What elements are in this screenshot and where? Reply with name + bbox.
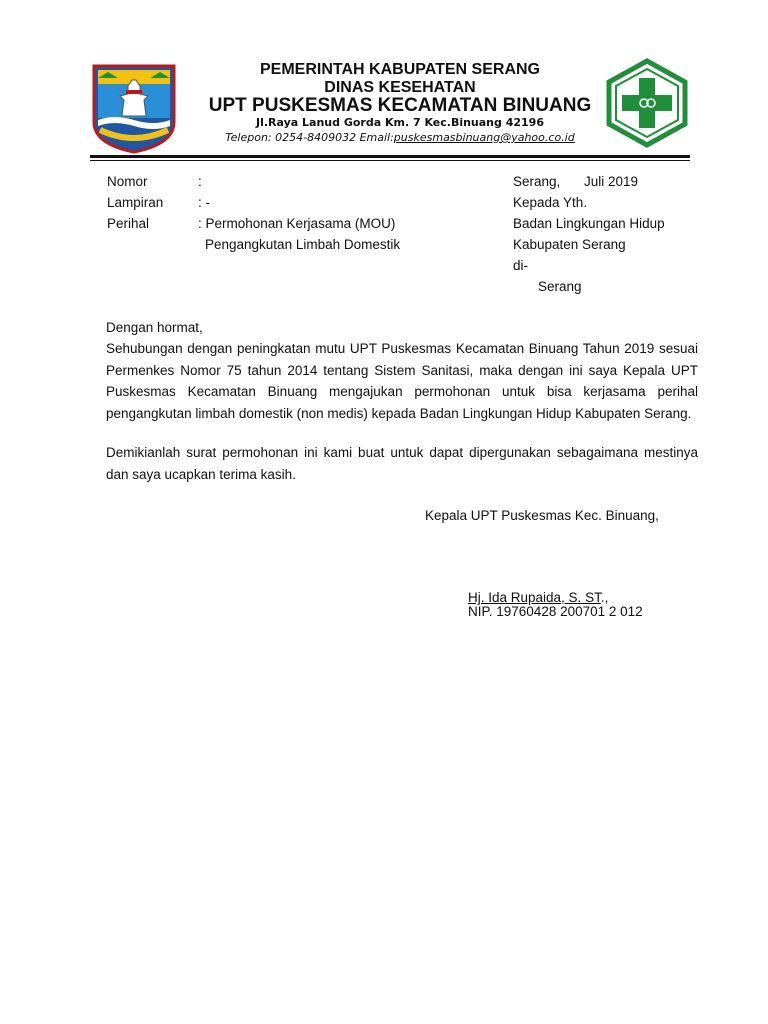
email-link[interactable]: puskesmasbinuang@yahoo.co.id [393,131,575,144]
header-rule-thick [90,155,690,158]
header-government: PEMERINTAH KABUPATEN SERANG [259,61,540,78]
perihal-value-line2: Pengangkutan Limbah Domestik [205,237,401,252]
header-contact [180,131,620,144]
recipient-city: Serang [538,279,582,294]
salutation: Dengan hormat, [106,320,203,335]
header-address: Jl.Raya Lanud Gorda Km. 7 Kec.Binuang 42196 [256,116,544,129]
telepon-label: Telepon: 0254-8409032 Email: [225,131,394,144]
signature-name: Hj. Ida Rupaida, S. ST [468,590,601,605]
signature-title: Kepala UPT Puskesmas Kec. Binuang, [425,508,659,523]
body-paragraph-1: Sehubungan dengan peningkatan mutu UPT Puskesmas Kecamatan Binuang Tahun 2019 sesuai Permenkes Nomor 75 tahun 2014 tentang Sistem Sanitasi, maka dengan ini saya Kepala UPT Puskesmas Kecamatan Binuang mengajukan permohonan untuk bisa kerjasama perihal pengangkutan limbah domestik (non medis) kepada Badan Lingkungan Hidup Kabupaten Serang. [106,341,698,421]
recipient-di: di- [513,258,529,273]
place-date-city: Serang, [513,174,561,189]
nomor-value: : [198,174,202,189]
signature-nip: NIP. 19760428 200701 2 012 [468,604,643,619]
header-institution: UPT PUSKESMAS KECAMATAN BINUANG [208,95,592,116]
lampiran-label: Lampiran [107,195,164,210]
header-rule-thin [90,160,690,161]
perihal-value-line1: : Permohonan Kerjasama (MOU) [198,216,396,231]
recipient-kepada: Kepada Yth. [513,195,588,210]
lampiran-value: : - [198,195,210,210]
signature-name-suffix: ., [600,590,609,605]
perihal-label: Perihal [107,216,150,231]
header-department: DINAS KESEHATAN [324,79,476,96]
body-paragraph-2: Demikianlah surat permohonan ini kami buat untuk dapat dipergunakan sebagaimana mestinya dan saya ucapkan terima kasih. [106,445,698,482]
place-date-month: Juli 2019 [584,174,639,189]
nomor-label: Nomor [107,174,148,189]
recipient-line1: Badan Lingkungan Hidup [513,216,665,231]
recipient-line2: Kabupaten Serang [513,237,626,252]
